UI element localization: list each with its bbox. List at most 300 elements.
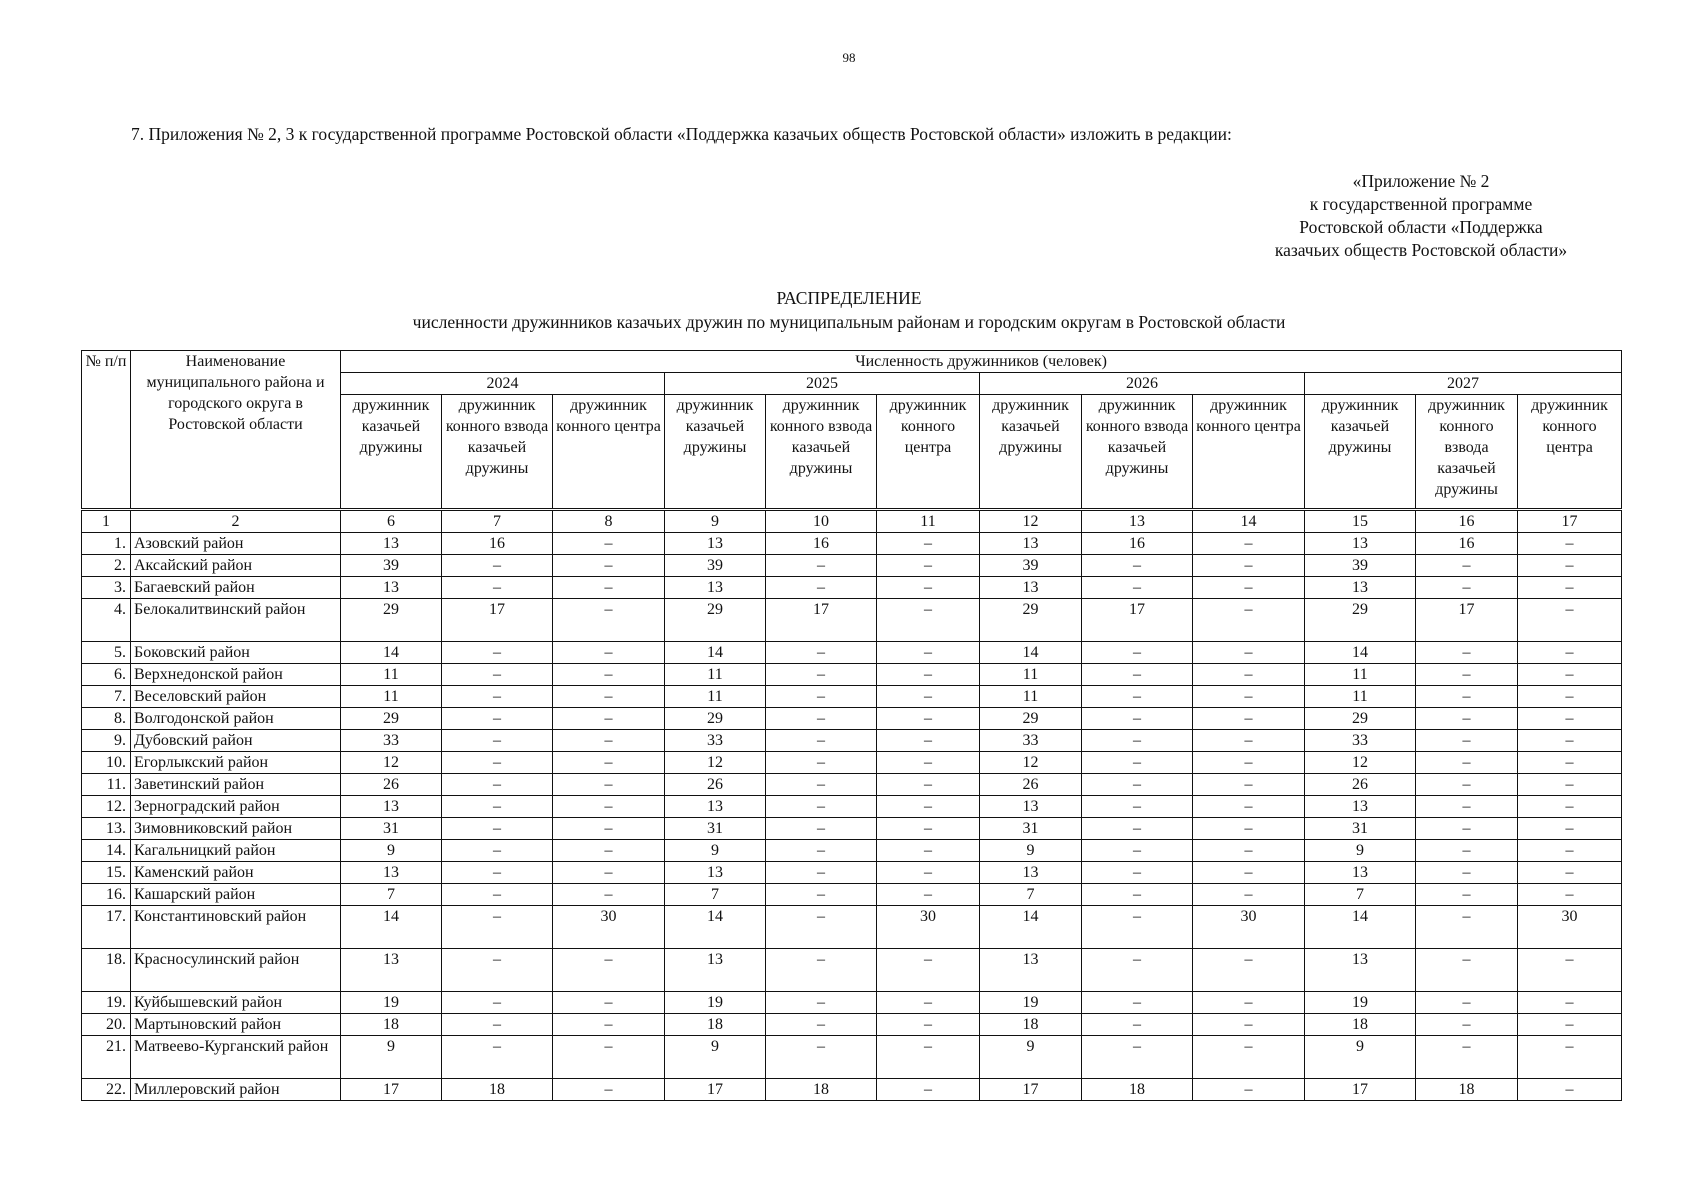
header-sub: дружинник казачьей дружины [980, 395, 1082, 510]
value-cell: 26 [665, 774, 766, 796]
value-cell: – [766, 577, 877, 599]
value-cell: 17 [341, 1079, 442, 1101]
value-cell: – [1416, 555, 1518, 577]
value-cell: 18 [341, 1014, 442, 1036]
district-name: Красносулинский район [131, 949, 341, 992]
header-year: 2025 [665, 373, 980, 395]
table-row [82, 533, 1622, 555]
column-number: 2 [131, 510, 341, 533]
value-cell: – [1193, 664, 1305, 686]
value-cell: 18 [1416, 1079, 1518, 1101]
row-number: 1. [82, 533, 131, 555]
value-cell: – [553, 577, 665, 599]
value-cell: 14 [341, 642, 442, 664]
header-sub: дружинник конного взвода казачьей дружины [442, 395, 553, 510]
header-name: Наименование муниципального района и городского округа в Ростовской области [131, 351, 341, 510]
value-cell: – [1082, 664, 1193, 686]
value-cell: – [1193, 818, 1305, 840]
value-cell: 39 [341, 555, 442, 577]
header-sub: дружинник казачьей дружины [665, 395, 766, 510]
row-number: 5. [82, 642, 131, 664]
district-name: Заветинский район [131, 774, 341, 796]
row-number: 14. [82, 840, 131, 862]
value-cell: 13 [665, 796, 766, 818]
value-cell: – [1518, 992, 1622, 1014]
table-row [82, 664, 1622, 686]
value-cell: – [442, 664, 553, 686]
value-cell: 26 [980, 774, 1082, 796]
value-cell: 13 [665, 533, 766, 555]
table-row [82, 555, 1622, 577]
header-sub: дружинник конного центра [1193, 395, 1305, 510]
row-number: 13. [82, 818, 131, 840]
value-cell: 33 [341, 730, 442, 752]
row-number: 16. [82, 884, 131, 906]
value-cell: – [442, 577, 553, 599]
header-year: 2026 [980, 373, 1305, 395]
value-cell: 29 [1305, 708, 1416, 730]
value-cell: – [766, 708, 877, 730]
value-cell: – [1416, 949, 1518, 992]
value-cell: 13 [341, 533, 442, 555]
district-name: Верхнедонской район [131, 664, 341, 686]
district-name: Кагальницкий район [131, 840, 341, 862]
value-cell: – [1518, 884, 1622, 906]
column-number-row [82, 510, 1622, 533]
value-cell: 17 [766, 599, 877, 642]
value-cell: 11 [980, 686, 1082, 708]
row-number: 21. [82, 1036, 131, 1079]
value-cell: – [877, 1036, 980, 1079]
value-cell: 19 [980, 992, 1082, 1014]
value-cell: 13 [980, 862, 1082, 884]
value-cell: 14 [1305, 906, 1416, 949]
column-number: 1 [82, 510, 131, 533]
district-name: Матвеево-Курганский район [131, 1036, 341, 1079]
value-cell: – [766, 796, 877, 818]
value-cell: 9 [665, 1036, 766, 1079]
value-cell: – [766, 664, 877, 686]
value-cell: 18 [1082, 1079, 1193, 1101]
value-cell: – [877, 664, 980, 686]
row-number: 19. [82, 992, 131, 1014]
column-number: 15 [1305, 510, 1416, 533]
district-name: Боковский район [131, 642, 341, 664]
value-cell: – [1518, 840, 1622, 862]
value-cell: – [1082, 555, 1193, 577]
value-cell: 30 [1518, 906, 1622, 949]
value-cell: 13 [1305, 796, 1416, 818]
value-cell: – [442, 840, 553, 862]
value-cell: – [1416, 796, 1518, 818]
value-cell: 29 [980, 708, 1082, 730]
value-cell: – [553, 533, 665, 555]
value-cell: – [1416, 708, 1518, 730]
value-cell: 11 [665, 664, 766, 686]
value-cell: 18 [665, 1014, 766, 1036]
header-sub: дружинник казачьей дружины [341, 395, 442, 510]
value-cell: 33 [1305, 730, 1416, 752]
value-cell: – [442, 992, 553, 1014]
value-cell: – [442, 686, 553, 708]
value-cell: 16 [1082, 533, 1193, 555]
value-cell: – [1082, 774, 1193, 796]
value-cell: 13 [1305, 533, 1416, 555]
value-cell: 16 [1416, 533, 1518, 555]
value-cell: – [877, 1014, 980, 1036]
row-number: 18. [82, 949, 131, 992]
value-cell: 17 [665, 1079, 766, 1101]
header-sub: дружинник конного центра [1518, 395, 1622, 510]
value-cell: – [1416, 577, 1518, 599]
value-cell: – [442, 884, 553, 906]
row-number: 15. [82, 862, 131, 884]
value-cell: 39 [980, 555, 1082, 577]
row-number: 12. [82, 796, 131, 818]
row-number: 3. [82, 577, 131, 599]
value-cell: – [553, 840, 665, 862]
value-cell: – [1082, 708, 1193, 730]
value-cell: – [1193, 992, 1305, 1014]
value-cell: – [1518, 642, 1622, 664]
value-cell: – [553, 752, 665, 774]
value-cell: 13 [980, 577, 1082, 599]
column-number: 8 [553, 510, 665, 533]
header-count: Численность дружинников (человек) [341, 351, 1622, 373]
value-cell: 7 [341, 884, 442, 906]
value-cell: – [877, 884, 980, 906]
value-cell: 16 [766, 533, 877, 555]
table-row [82, 906, 1622, 949]
value-cell: – [1082, 818, 1193, 840]
value-cell: 19 [1305, 992, 1416, 1014]
value-cell: 13 [341, 577, 442, 599]
district-name: Волгодонской район [131, 708, 341, 730]
value-cell: – [766, 862, 877, 884]
value-cell: – [877, 818, 980, 840]
value-cell: 33 [665, 730, 766, 752]
value-cell: 18 [980, 1014, 1082, 1036]
value-cell: 13 [665, 949, 766, 992]
value-cell: – [1518, 533, 1622, 555]
value-cell: – [1518, 577, 1622, 599]
value-cell: – [1193, 599, 1305, 642]
value-cell: 18 [1305, 1014, 1416, 1036]
value-cell: 9 [1305, 840, 1416, 862]
table-row [82, 642, 1622, 664]
value-cell: – [1082, 730, 1193, 752]
title-sub: численности дружинников казачьих дружин по муниципальным районам и городским округам в Ростовской области [412, 312, 1286, 332]
value-cell: – [766, 752, 877, 774]
value-cell: – [1082, 949, 1193, 992]
column-number: 16 [1416, 510, 1518, 533]
row-number: 10. [82, 752, 131, 774]
value-cell: 13 [341, 862, 442, 884]
value-cell: – [1518, 708, 1622, 730]
value-cell: – [442, 1014, 553, 1036]
column-number: 12 [980, 510, 1082, 533]
district-name: Константиновский район [131, 906, 341, 949]
value-cell: – [1518, 730, 1622, 752]
row-number: 9. [82, 730, 131, 752]
column-number: 13 [1082, 510, 1193, 533]
value-cell: – [877, 774, 980, 796]
distribution-table [81, 350, 1622, 1101]
value-cell: – [877, 1079, 980, 1101]
value-cell: – [553, 708, 665, 730]
value-cell: – [553, 555, 665, 577]
header-sub: дружинник конного взвода казачьей дружины [1416, 395, 1518, 510]
table-row [82, 884, 1622, 906]
value-cell: – [1082, 1014, 1193, 1036]
value-cell: – [1518, 818, 1622, 840]
row-number: 6. [82, 664, 131, 686]
value-cell: – [1193, 1014, 1305, 1036]
header-sub: дружинник казачьей дружины [1305, 395, 1416, 510]
value-cell: – [1518, 664, 1622, 686]
value-cell: – [553, 949, 665, 992]
value-cell: – [553, 686, 665, 708]
value-cell: – [877, 796, 980, 818]
column-number: 11 [877, 510, 980, 533]
value-cell: – [1416, 664, 1518, 686]
value-cell: – [877, 840, 980, 862]
value-cell: 17 [980, 1079, 1082, 1101]
value-cell: 14 [341, 906, 442, 949]
value-cell: 17 [1082, 599, 1193, 642]
appendix-header [1200, 170, 1642, 262]
value-cell: – [877, 752, 980, 774]
value-cell: 18 [766, 1079, 877, 1101]
column-number: 14 [1193, 510, 1305, 533]
value-cell: – [553, 730, 665, 752]
row-number: 20. [82, 1014, 131, 1036]
value-cell: – [442, 1036, 553, 1079]
district-name: Азовский район [131, 533, 341, 555]
value-cell: – [442, 862, 553, 884]
district-name: Аксайский район [131, 555, 341, 577]
value-cell: – [1082, 796, 1193, 818]
value-cell: – [1193, 752, 1305, 774]
value-cell: – [1518, 862, 1622, 884]
value-cell: – [1416, 840, 1518, 862]
district-name: Егорлыкский район [131, 752, 341, 774]
table-row [82, 599, 1622, 642]
row-number: 7. [82, 686, 131, 708]
value-cell: – [553, 1036, 665, 1079]
value-cell: – [553, 818, 665, 840]
value-cell: 11 [341, 664, 442, 686]
district-name: Зимовниковский район [131, 818, 341, 840]
value-cell: 29 [341, 708, 442, 730]
value-cell: 12 [665, 752, 766, 774]
value-cell: – [1416, 730, 1518, 752]
row-number: 4. [82, 599, 131, 642]
value-cell: 17 [1416, 599, 1518, 642]
value-cell: 18 [442, 1079, 553, 1101]
value-cell: 17 [1305, 1079, 1416, 1101]
value-cell: – [1082, 686, 1193, 708]
value-cell: – [442, 796, 553, 818]
value-cell: 26 [341, 774, 442, 796]
value-cell: – [1193, 949, 1305, 992]
value-cell: – [1416, 686, 1518, 708]
value-cell: 11 [341, 686, 442, 708]
value-cell: – [1082, 840, 1193, 862]
value-cell: 14 [980, 642, 1082, 664]
value-cell: – [877, 555, 980, 577]
value-cell: 13 [980, 533, 1082, 555]
row-number: 2. [82, 555, 131, 577]
value-cell: 7 [1305, 884, 1416, 906]
value-cell: – [1082, 992, 1193, 1014]
value-cell: 13 [665, 577, 766, 599]
value-cell: 9 [980, 840, 1082, 862]
value-cell: – [442, 730, 553, 752]
value-cell: – [766, 642, 877, 664]
value-cell: 29 [1305, 599, 1416, 642]
value-cell: – [1193, 796, 1305, 818]
value-cell: – [766, 1014, 877, 1036]
value-cell: 12 [1305, 752, 1416, 774]
value-cell: – [1416, 992, 1518, 1014]
value-cell: – [1193, 642, 1305, 664]
value-cell: 7 [665, 884, 766, 906]
table-row [82, 708, 1622, 730]
value-cell: – [1518, 752, 1622, 774]
value-cell: – [1082, 752, 1193, 774]
appendix-line: «Приложение № 2 [1352, 171, 1490, 191]
value-cell: – [1193, 840, 1305, 862]
value-cell: – [1082, 906, 1193, 949]
value-cell: 29 [665, 599, 766, 642]
value-cell: – [1193, 774, 1305, 796]
appendix-line: казачьих обществ Ростовской области» [1274, 240, 1568, 260]
value-cell: 19 [665, 992, 766, 1014]
value-cell: – [553, 796, 665, 818]
value-cell: – [1416, 1036, 1518, 1079]
document-title [0, 286, 1698, 334]
value-cell: – [1082, 642, 1193, 664]
value-cell: – [1518, 774, 1622, 796]
value-cell: 31 [665, 818, 766, 840]
value-cell: – [766, 884, 877, 906]
value-cell: – [553, 1079, 665, 1101]
value-cell: – [1082, 884, 1193, 906]
value-cell: 11 [1305, 664, 1416, 686]
value-cell: – [877, 686, 980, 708]
value-cell: – [766, 730, 877, 752]
value-cell: – [1518, 555, 1622, 577]
district-name: Каменский район [131, 862, 341, 884]
value-cell: 14 [980, 906, 1082, 949]
header-sub: дружинник конного центра [553, 395, 665, 510]
table-row [82, 949, 1622, 992]
value-cell: – [553, 664, 665, 686]
value-cell: – [1416, 884, 1518, 906]
value-cell: – [442, 906, 553, 949]
row-number: 8. [82, 708, 131, 730]
value-cell: – [553, 1014, 665, 1036]
value-cell: – [1193, 533, 1305, 555]
header-sub: дружинник конного взвода казачьей дружины [766, 395, 877, 510]
value-cell: – [1416, 774, 1518, 796]
value-cell: – [1416, 1014, 1518, 1036]
value-cell: 12 [341, 752, 442, 774]
header-number: № п/п [82, 351, 131, 510]
value-cell: – [1518, 949, 1622, 992]
district-name: Миллеровский район [131, 1079, 341, 1101]
district-name: Веселовский район [131, 686, 341, 708]
intro-paragraph: 7. Приложения № 2, 3 к государственной программе Ростовской области «Поддержка казачьих обществ Ростовской области» изложить в редакции: [131, 124, 1232, 144]
row-number: 22. [82, 1079, 131, 1101]
value-cell: 19 [341, 992, 442, 1014]
value-cell: 12 [980, 752, 1082, 774]
value-cell: 13 [1305, 862, 1416, 884]
table-row [82, 862, 1622, 884]
value-cell: – [1193, 1036, 1305, 1079]
value-cell: – [877, 730, 980, 752]
value-cell: – [766, 992, 877, 1014]
value-cell: 30 [553, 906, 665, 949]
table-row [82, 774, 1622, 796]
value-cell: – [877, 577, 980, 599]
value-cell: – [1416, 752, 1518, 774]
table-row [82, 818, 1622, 840]
value-cell: – [877, 599, 980, 642]
value-cell: – [1416, 642, 1518, 664]
value-cell: – [1518, 599, 1622, 642]
value-cell: 9 [341, 1036, 442, 1079]
column-number: 17 [1518, 510, 1622, 533]
value-cell: – [766, 906, 877, 949]
value-cell: – [442, 752, 553, 774]
value-cell: 17 [442, 599, 553, 642]
value-cell: – [766, 818, 877, 840]
value-cell: 9 [665, 840, 766, 862]
column-number: 9 [665, 510, 766, 533]
value-cell: 29 [980, 599, 1082, 642]
value-cell: – [1518, 1014, 1622, 1036]
table-row [82, 730, 1622, 752]
value-cell: 11 [665, 686, 766, 708]
row-number: 17. [82, 906, 131, 949]
header-year: 2024 [341, 373, 665, 395]
district-name: Кашарский район [131, 884, 341, 906]
value-cell: – [1518, 686, 1622, 708]
table-row [82, 686, 1622, 708]
value-cell: 39 [1305, 555, 1416, 577]
value-cell: – [766, 774, 877, 796]
value-cell: – [553, 599, 665, 642]
district-name: Куйбышевский район [131, 992, 341, 1014]
value-cell: 26 [1305, 774, 1416, 796]
value-cell: – [442, 708, 553, 730]
district-name: Мартыновский район [131, 1014, 341, 1036]
table-row [82, 796, 1622, 818]
value-cell: – [1193, 577, 1305, 599]
column-number: 7 [442, 510, 553, 533]
title-main: РАСПРЕДЕЛЕНИЕ [776, 288, 922, 308]
value-cell: 13 [980, 796, 1082, 818]
value-cell: – [766, 1036, 877, 1079]
value-cell: – [1193, 730, 1305, 752]
value-cell: – [553, 992, 665, 1014]
value-cell: – [553, 862, 665, 884]
value-cell: 13 [341, 949, 442, 992]
value-cell: – [1518, 1079, 1622, 1101]
value-cell: – [1193, 1079, 1305, 1101]
